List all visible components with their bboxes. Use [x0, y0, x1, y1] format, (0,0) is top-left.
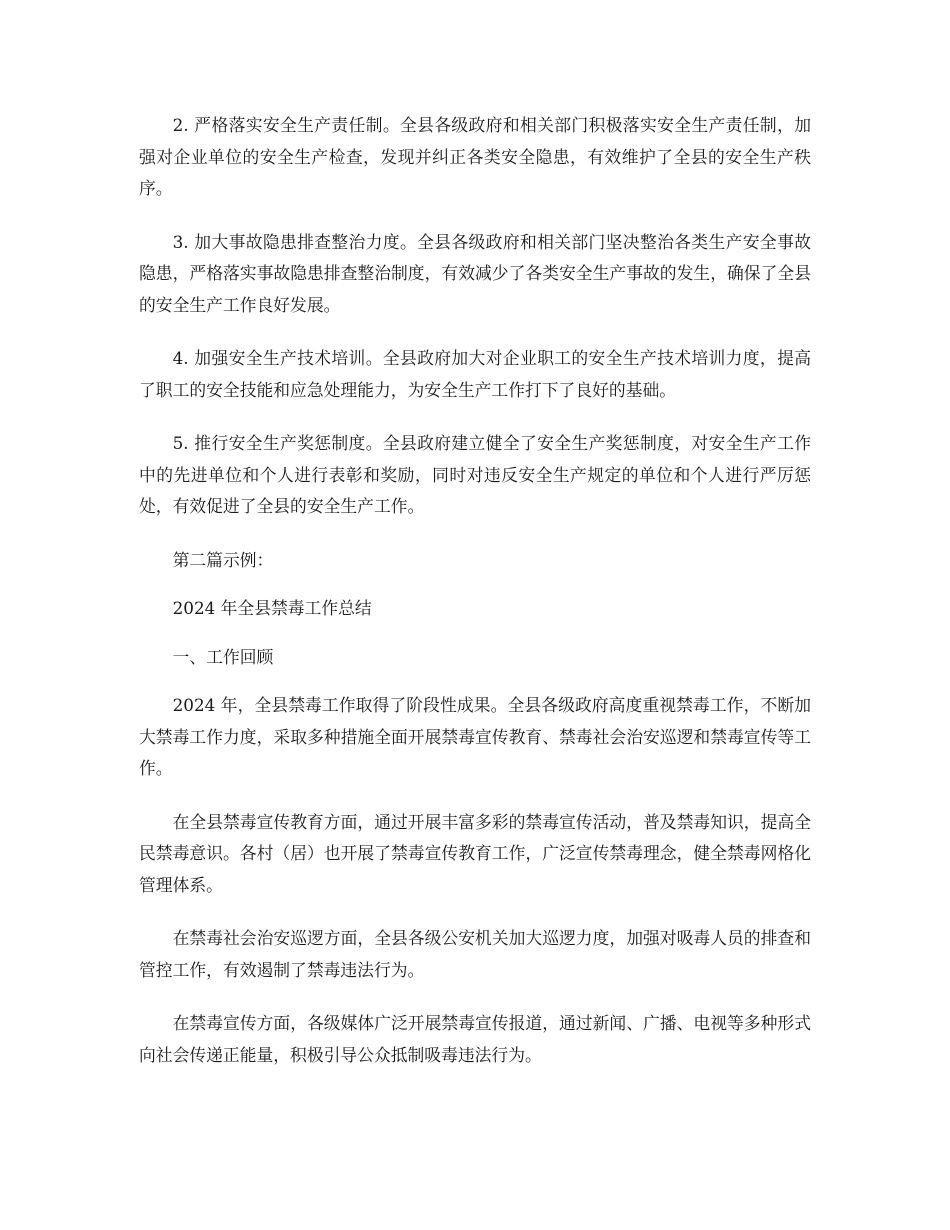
document-body — [139, 110, 811, 1093]
paragraph-annual-overview: 2024 年，全县禁毒工作取得了阶段性成果。全县各级政府高度重视禁毒工作，不断加大禁毒工作力度，采取多种措施全面开展禁毒宣传教育、禁毒社会治安巡逻和禁毒宣传等工作。 — [139, 695, 811, 778]
paragraph-patrol: 在禁毒社会治安巡逻方面，全县各级公安机关加大巡逻力度，加强对吸毒人员的排查和管控工作，有效遏制了禁毒违法行为。 — [139, 928, 811, 980]
section-heading-review: 一、工作回顾 — [172, 646, 274, 667]
paragraph-safety-responsibility: 2. 严格落实安全生产责任制。全县各级政府和相关部门积极落实安全生产责任制，加强对企业单位的安全生产检查，发现并纠正各类安全隐患，有效维护了全县的安全生产秩序。 — [139, 115, 811, 198]
document-title: 2024 年全县禁毒工作总结 — [172, 598, 372, 618]
paragraph-media-publicity: 在禁毒宣传方面，各级媒体广泛开展禁毒宣传报道，通过新闻、广播、电视等多种形式向社会传递正能量，积极引导公众抵制吸毒违法行为。 — [139, 1013, 811, 1065]
paragraph-hazard-rectification: 3. 加大事故隐患排查整治力度。全县各级政府和相关部门坚决整治各类生产安全事故隐患，严格落实事故隐患排查整治制度，有效减少了各类安全生产事故的发生，确保了全县的安全生产工作良好发展。 — [139, 231, 811, 315]
second-example-label: 第二篇示例： — [172, 549, 274, 570]
paragraph-technical-training: 4. 加强安全生产技术培训。全县政府加大对企业职工的安全生产技术培训力度，提高了职工的安全技能和应急处理能力，为安全生产工作打下了良好的基础。 — [139, 348, 811, 400]
paragraph-reward-punishment: 5. 推行安全生产奖惩制度。全县政府建立健全了安全生产奖惩制度，对安全生产工作中的先进单位和个人进行表彰和奖励，同时对违反安全生产规定的单位和个人进行严厉惩处，有效促进了全县的安全生产工作。 — [139, 433, 811, 516]
paragraph-education: 在全县禁毒宣传教育方面，通过开展丰富多彩的禁毒宣传活动，普及禁毒知识，提高全民禁毒意识。各村（居）也开展了禁毒宣传教育工作，广泛宣传禁毒理念，健全禁毒网格化管理体系。 — [139, 811, 811, 895]
